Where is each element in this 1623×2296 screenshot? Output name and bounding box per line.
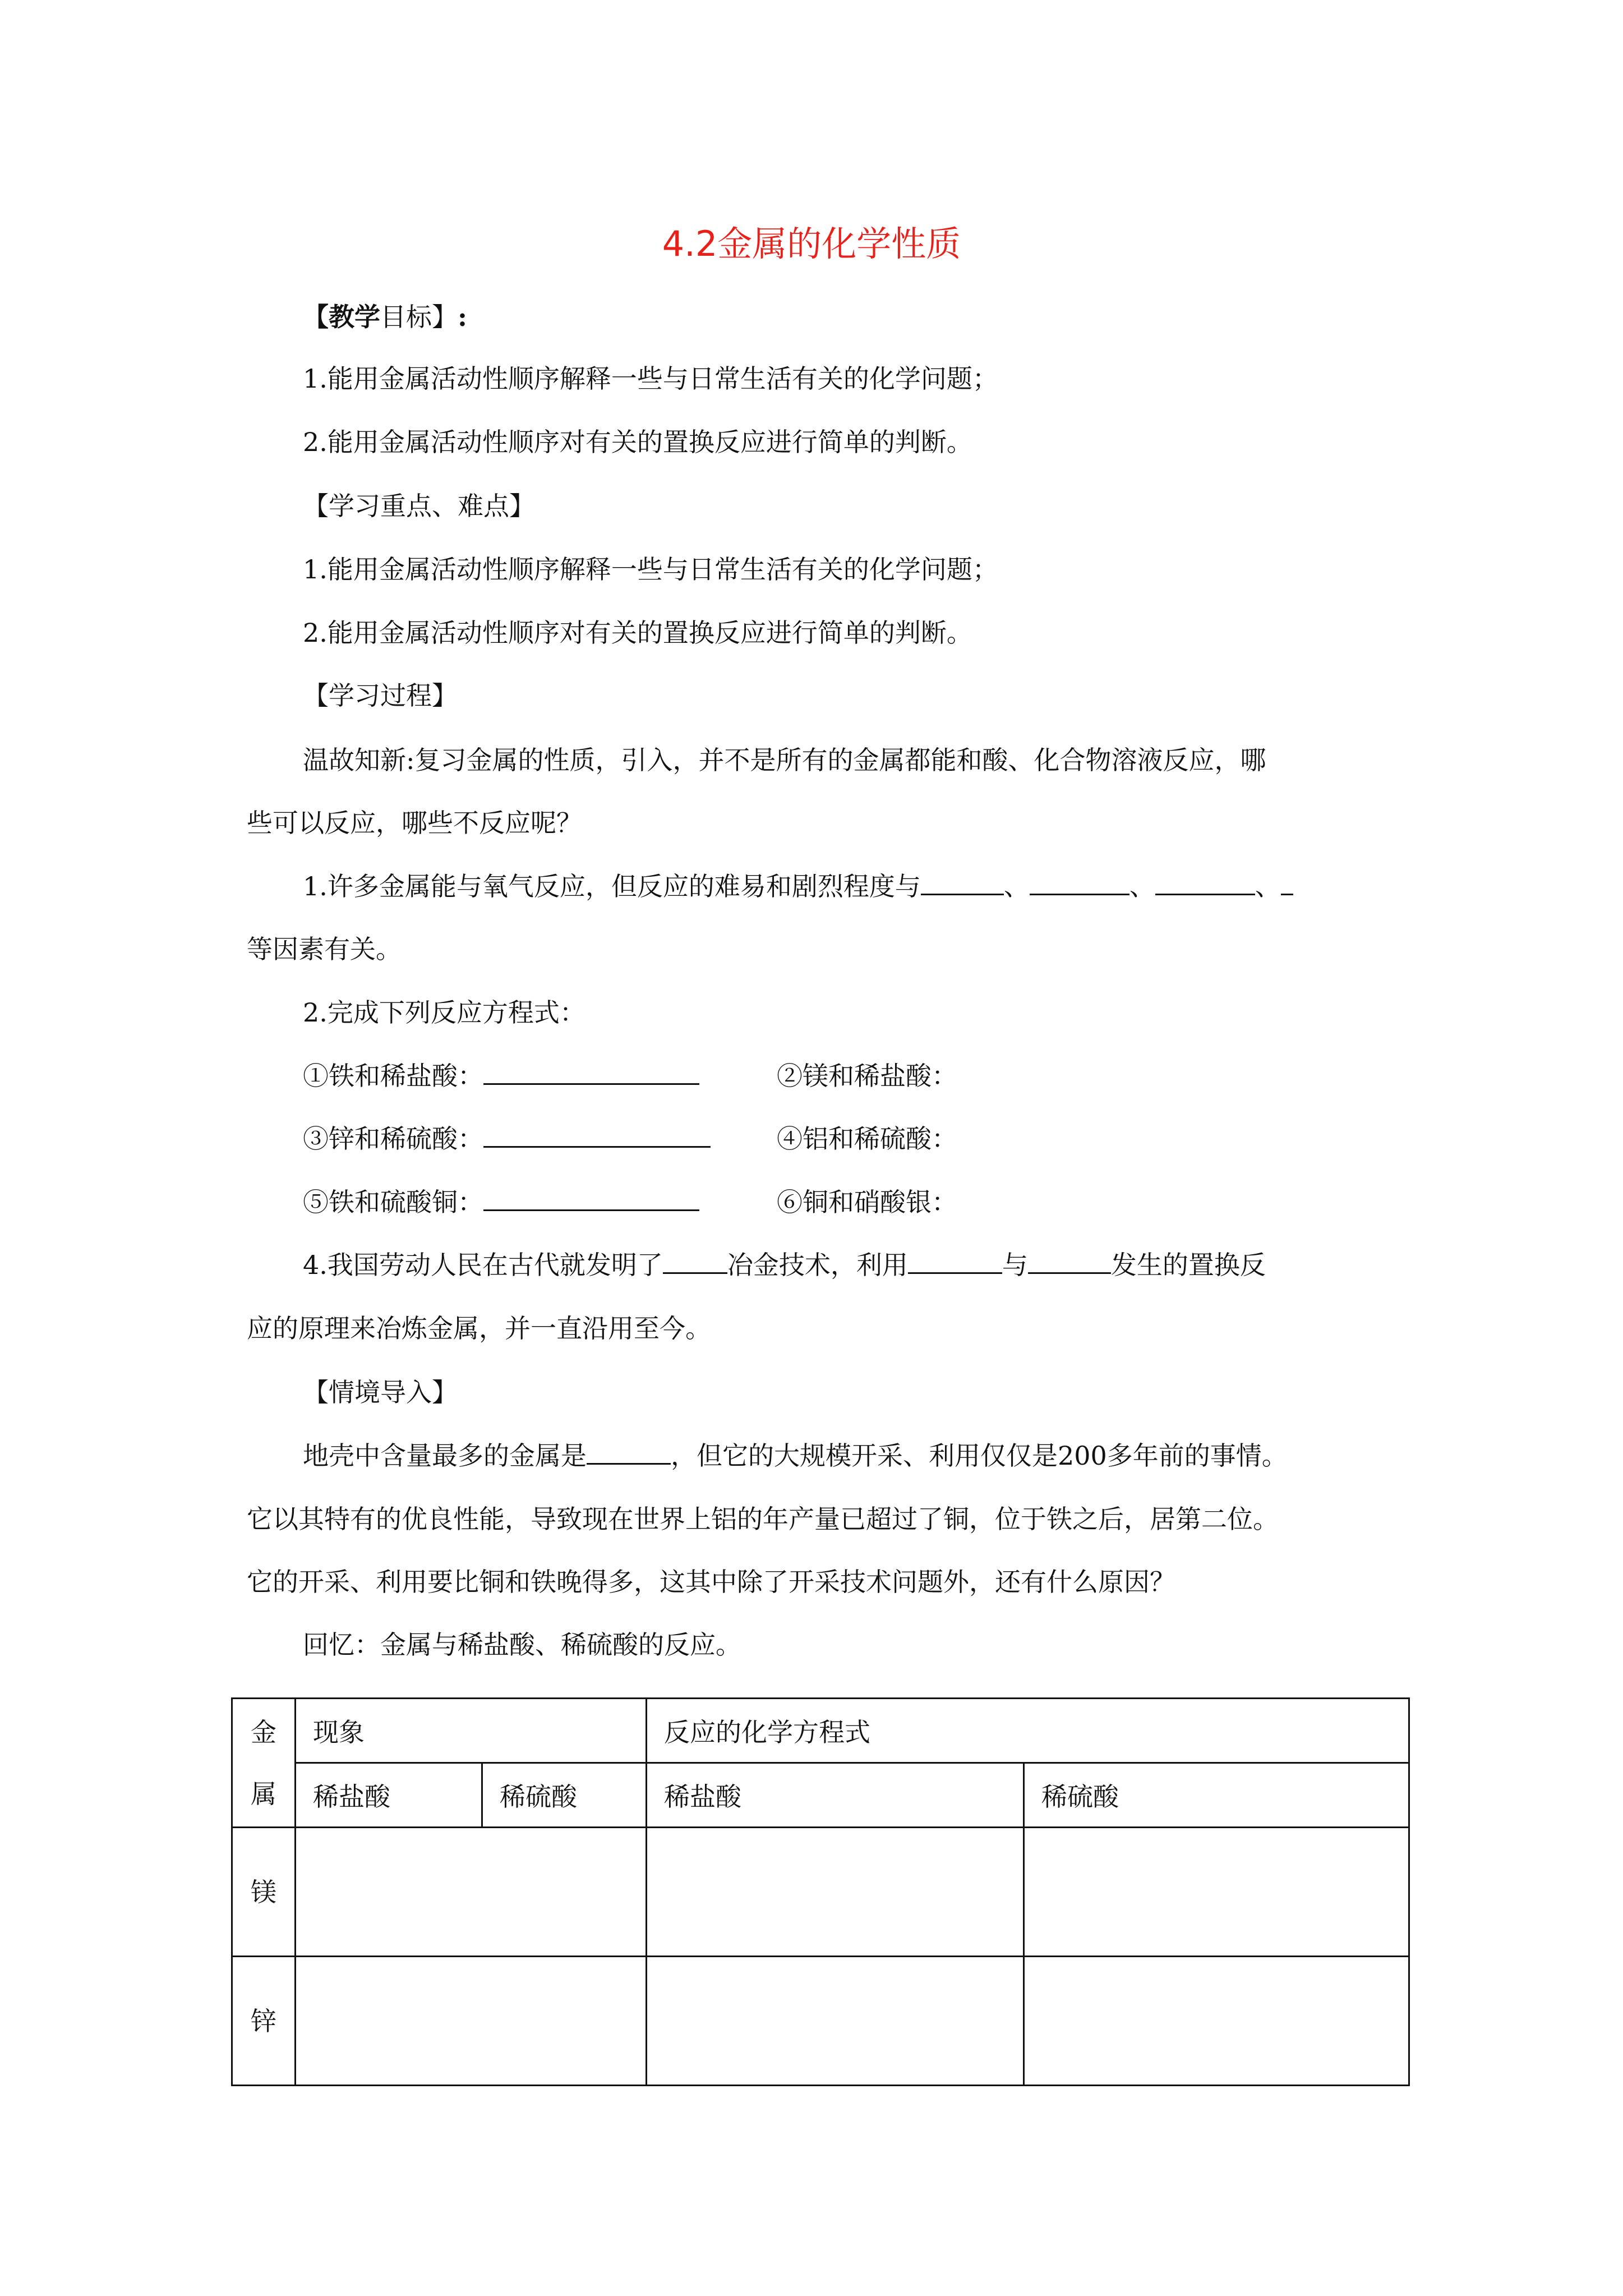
table-cell-equation[interactable] — [647, 1828, 1024, 1957]
reaction-label: ④铝和稀硫酸： — [777, 1124, 957, 1154]
answer-blank[interactable] — [1030, 871, 1129, 895]
subheader-h2so4: 稀硫酸 — [482, 1763, 647, 1828]
reaction-item — [303, 1185, 699, 1219]
reaction-label: ③锌和稀硫酸： — [303, 1124, 483, 1154]
metal-header-top: 金 — [251, 1717, 276, 1747]
question-2: 2.完成下列反应方程式： — [303, 997, 585, 1028]
goal-item: 2.能用金属活动性顺序对有关的置换反应进行简单的判断。 — [303, 427, 972, 457]
reaction-label: ②镁和稀盐酸： — [777, 1061, 957, 1091]
heading-bold-part: 【教学 — [303, 302, 380, 332]
page-title: 4.2金属的化学性质 — [662, 223, 961, 264]
row-metal-label: 镁 — [232, 1828, 296, 1957]
reaction-label: ⑥铜和硝酸银： — [777, 1187, 957, 1217]
answer-blank[interactable] — [663, 1250, 727, 1274]
situation-paragraph — [303, 1439, 1288, 1473]
question-4-text: 发生的置换反 — [1110, 1250, 1266, 1280]
reaction-item — [303, 1059, 699, 1093]
reaction-item — [303, 1122, 711, 1156]
phenomenon-header: 现象 — [296, 1699, 647, 1763]
separator: 、 — [1129, 871, 1155, 901]
row-metal-label: 锌 — [232, 1957, 296, 2086]
answer-blank[interactable] — [908, 1250, 1002, 1274]
question-4-text: 与 — [1002, 1250, 1028, 1280]
process-heading: 【学习过程】 — [303, 680, 458, 711]
answer-blank[interactable] — [587, 1441, 671, 1465]
reaction-label: ⑤铁和硫酸铜： — [303, 1187, 483, 1217]
question-1-cont: 等因素有关。 — [247, 934, 402, 964]
equation-header: 反应的化学方程式 — [647, 1699, 1409, 1763]
metal-header-bottom: 属 — [251, 1778, 276, 1809]
keypoint-item: 1.能用金属活动性顺序解释一些与日常生活有关的化学问题； — [303, 554, 998, 585]
question-4-text: 4.我国劳动人民在古代就发明了 — [303, 1250, 663, 1280]
metal-header — [232, 1699, 296, 1828]
heading-colon: : — [458, 302, 467, 332]
table-cell-equation[interactable] — [647, 1957, 1024, 2086]
keypoint-item: 2.能用金属活动性顺序对有关的置换反应进行简单的判断。 — [303, 618, 972, 648]
question-1-text: 1.许多金属能与氧气反应，但反应的难易和剧烈程度与 — [303, 871, 921, 901]
table-cell-equation[interactable] — [1024, 1957, 1409, 2086]
subheader-hcl: 稀盐酸 — [647, 1763, 1024, 1828]
answer-blank[interactable] — [483, 1061, 699, 1085]
reaction-label: ①铁和稀盐酸： — [303, 1061, 483, 1091]
answer-blank[interactable] — [1281, 871, 1293, 895]
situation-paragraph-cont: 它的开采、利用要比铜和铁晚得多，这其中除了开采技术问题外，还有什么原因？ — [247, 1567, 1175, 1597]
situation-paragraph-cont: 它以其特有的优良性能，导致现在世界上铝的年产量已超过了铜，位于铁之后，居第二位。 — [247, 1504, 1279, 1534]
question-1 — [303, 869, 1293, 903]
heading-rest-part: 目标】 — [380, 302, 458, 332]
reaction-table — [231, 1697, 1410, 2086]
review-paragraph: 温故知新:复习金属的性质，引入，并不是所有的金属都能和酸、化合物溶液反应，哪 — [303, 745, 1266, 775]
situation-text: ，但它的大规模开采、利用仅仅是200多年前的事情。 — [671, 1441, 1288, 1471]
separator: 、 — [1255, 871, 1281, 901]
answer-blank[interactable] — [483, 1124, 711, 1148]
separator: 、 — [1003, 871, 1030, 901]
question-4-cont: 应的原理来冶炼金属，并一直沿用至今。 — [247, 1313, 711, 1343]
question-4 — [303, 1248, 1266, 1282]
recall-line: 回忆：金属与稀盐酸、稀硫酸的反应。 — [303, 1630, 741, 1660]
table-cell-phenomenon[interactable] — [296, 1828, 647, 1957]
answer-blank[interactable] — [1028, 1250, 1111, 1274]
question-4-text: 冶金技术，利用 — [727, 1250, 908, 1280]
keypoint-heading: 【学习重点、难点】 — [303, 491, 535, 521]
table-cell-phenomenon[interactable] — [296, 1957, 647, 2086]
situation-heading: 【情境导入】 — [303, 1377, 458, 1407]
goal-item: 1.能用金属活动性顺序解释一些与日常生活有关的化学问题； — [303, 364, 998, 394]
subheader-h2so4: 稀硫酸 — [1024, 1763, 1409, 1828]
answer-blank[interactable] — [921, 871, 1004, 895]
review-paragraph-cont: 些可以反应，哪些不反应呢？ — [247, 808, 582, 838]
subheader-hcl: 稀盐酸 — [296, 1763, 482, 1828]
table-cell-equation[interactable] — [1024, 1828, 1409, 1957]
answer-blank[interactable] — [483, 1187, 699, 1211]
teaching-goal-heading — [303, 300, 467, 334]
situation-text: 地壳中含量最多的金属是 — [303, 1441, 587, 1471]
answer-blank[interactable] — [1155, 871, 1255, 895]
